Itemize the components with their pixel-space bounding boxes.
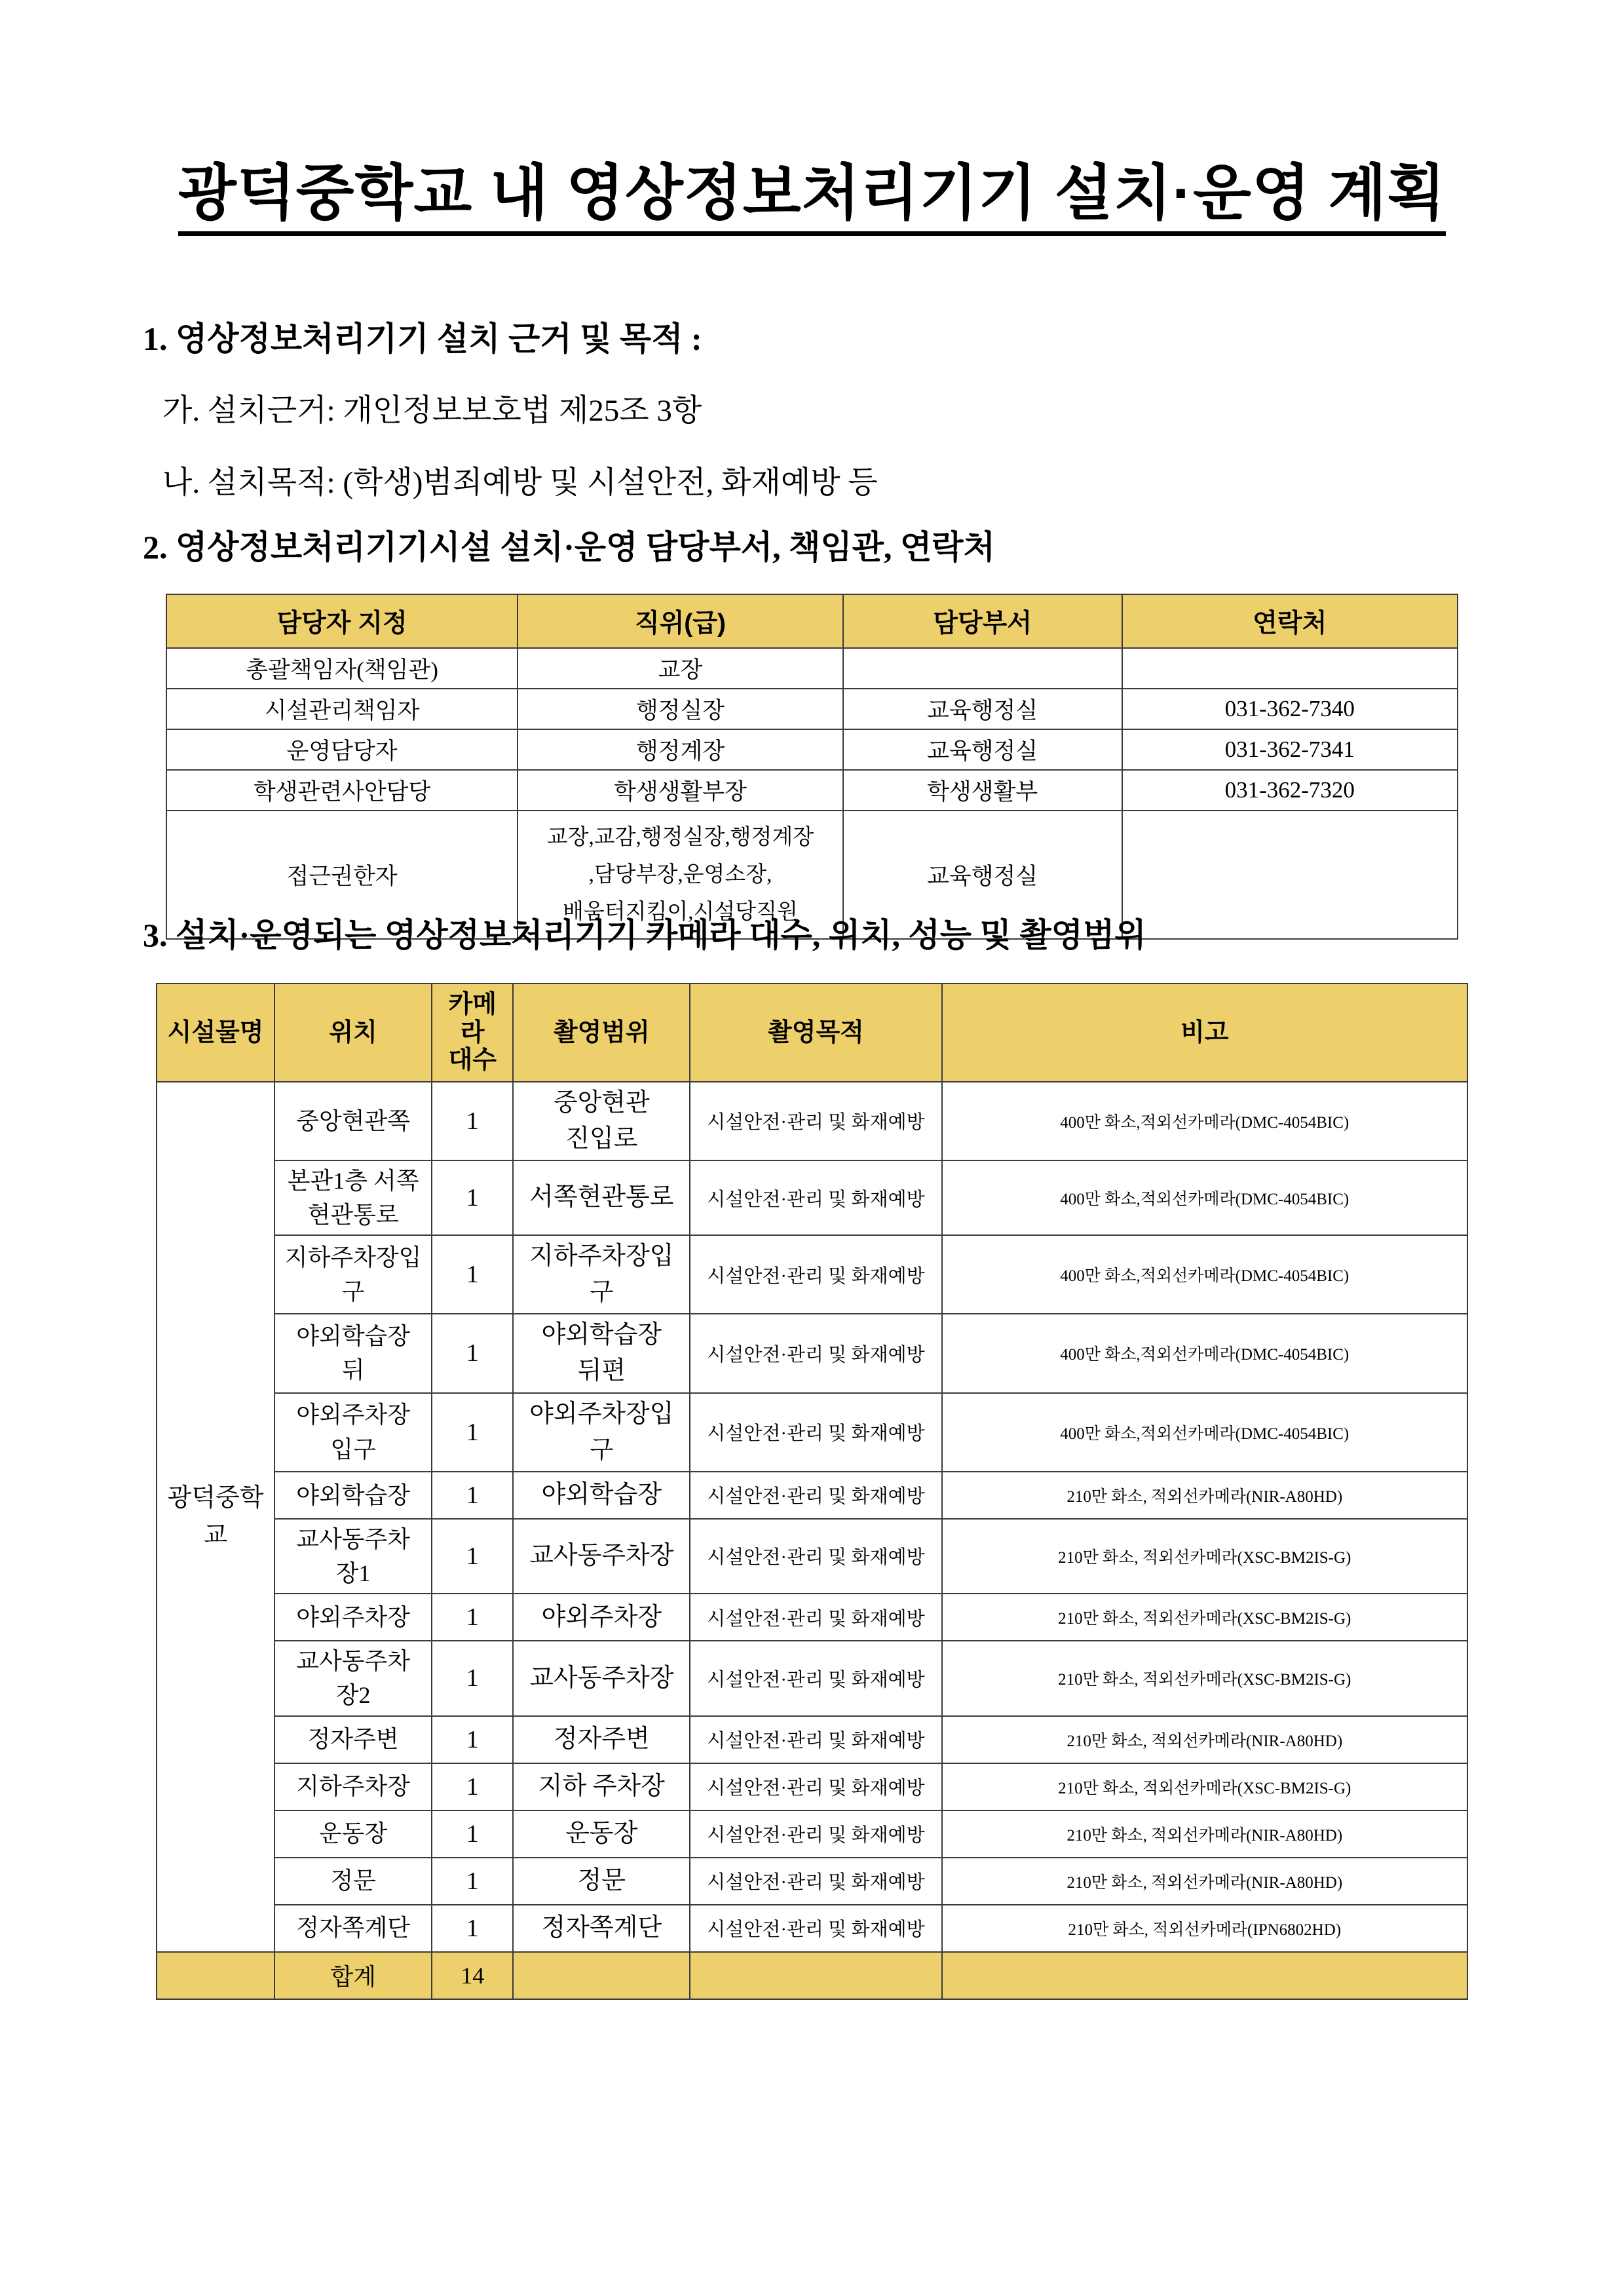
column-header-department: 담당부서: [843, 594, 1122, 648]
cell-location-line-1: 교사동주차: [296, 1648, 411, 1675]
cell-location-line-2: 구: [341, 1278, 365, 1305]
cell-purpose: 시설안전·관리 및 화재예방: [690, 1716, 941, 1763]
cell-camera-count: 1: [432, 1858, 513, 1905]
cell-department: 교육행정실: [843, 811, 1122, 939]
cell-note: 400만 화소,적외선카메라(DMC-4054BIC): [942, 1393, 1467, 1472]
page-title: [0, 161, 1624, 236]
camera-installation-table: [156, 983, 1468, 2000]
cell-total-blank-note: [942, 1952, 1467, 1999]
cell-range: 지하 주차장: [513, 1763, 690, 1810]
cell-location: 야외주차장: [274, 1594, 432, 1641]
cell-location-line-2: 입구: [330, 1436, 376, 1463]
cell-facility-name: 광덕중학교: [157, 1082, 274, 1952]
cell-location-line-1: 야외주차장: [296, 1402, 411, 1428]
cell-purpose: 시설안전·관리 및 화재예방: [690, 1235, 941, 1314]
cell-location: 정자주변: [274, 1716, 432, 1763]
cell-total-blank-range: [513, 1952, 690, 1999]
table-row: [157, 1314, 1467, 1392]
cell-position: 교장: [518, 648, 843, 689]
cell-assignee: 총괄책임자(책임관): [166, 648, 518, 689]
responsible-persons-table: [166, 594, 1458, 940]
cell-range: [513, 1082, 690, 1160]
section-1-item-a: 가. 설치근거: 개인정보보호법 제25조 3항: [162, 394, 702, 428]
cell-location: [274, 1393, 432, 1472]
cell-range: 교사동주차장: [513, 1519, 690, 1594]
cell-assignee: 운영담당자: [166, 729, 518, 770]
cell-range: 운동장: [513, 1810, 690, 1858]
cell-note: 400만 화소,적외선카메라(DMC-4054BIC): [942, 1160, 1467, 1235]
cell-total-count: 14: [432, 1952, 513, 1999]
cell-location: 중앙현관쪽: [274, 1082, 432, 1160]
cell-note: 210만 화소, 적외선카메라(NIR-A80HD): [942, 1472, 1467, 1519]
cell-contact: 031-362-7320: [1122, 770, 1458, 811]
cell-range-line-1: 중앙현관: [553, 1088, 650, 1117]
table-row: [166, 648, 1458, 689]
cell-range-line-2: 뒤편: [577, 1357, 626, 1385]
cell-purpose: 시설안전·관리 및 화재예방: [690, 1594, 941, 1641]
table-row: [166, 689, 1458, 729]
cell-camera-count: 1: [432, 1519, 513, 1594]
cell-camera-count: 1: [432, 1472, 513, 1519]
section-2-heading: 2. 영상정보처리기기시설 설치·운영 담당부서, 책임관, 연락처: [143, 529, 995, 565]
cell-note: 400만 화소,적외선카메라(DMC-4054BIC): [942, 1314, 1467, 1392]
cell-total-label: 합계: [274, 1952, 432, 1999]
cell-location-line-1: 교사동주차: [296, 1525, 411, 1552]
cell-location: [274, 1160, 432, 1235]
cell-camera-count: 1: [432, 1235, 513, 1314]
cell-department: 교육행정실: [843, 689, 1122, 729]
column-header-purpose: 촬영목적: [690, 984, 941, 1082]
cell-position-line-3: 배움터지킴이,시설당직원: [562, 900, 798, 924]
cell-range: 서쪽현관통로: [513, 1160, 690, 1235]
table-row: [157, 1641, 1467, 1715]
cell-assignee: 학생관련사안담당: [166, 770, 518, 811]
table-header-row: [166, 594, 1458, 648]
section-1-heading: 1. 영상정보처리기기 설치 근거 및 목적 :: [143, 320, 702, 357]
table-row: [166, 729, 1458, 770]
section-3-heading: 3. 설치·운영되는 영상정보처리기기 카메라 대수, 위치, 성능 및 촬영범위: [143, 917, 1146, 953]
table-total-row: [157, 1952, 1467, 1999]
cell-range: 지하주차장입구: [513, 1235, 690, 1314]
cell-location: [274, 1641, 432, 1715]
cell-purpose: 시설안전·관리 및 화재예방: [690, 1519, 941, 1594]
cell-purpose: 시설안전·관리 및 화재예방: [690, 1314, 941, 1392]
cell-range: 정자주변: [513, 1716, 690, 1763]
cell-location: [274, 1235, 432, 1314]
cell-note: 210만 화소, 적외선카메라(NIR-A80HD): [942, 1716, 1467, 1763]
cell-total-blank-purpose: [690, 1952, 941, 1999]
column-header-contact: 연락처: [1122, 594, 1458, 648]
cell-location: 정문: [274, 1858, 432, 1905]
cell-department: 학생생활부: [843, 770, 1122, 811]
cell-purpose: 시설안전·관리 및 화재예방: [690, 1810, 941, 1858]
column-header-camera-count-line-1: 카메라: [448, 991, 497, 1046]
cell-range: 정문: [513, 1858, 690, 1905]
table-row: [157, 1858, 1467, 1905]
cell-camera-count: 1: [432, 1905, 513, 1952]
cell-range: 야외주차장: [513, 1594, 690, 1641]
table-row: [157, 1393, 1467, 1472]
table-row: [157, 1472, 1467, 1519]
column-header-position: 직위(급): [518, 594, 843, 648]
column-header-range: 촬영범위: [513, 984, 690, 1082]
table-row: [157, 1716, 1467, 1763]
cell-location-line-2: 현관통로: [307, 1202, 399, 1229]
column-header-assignee: 담당자 지정: [166, 594, 518, 648]
cell-department: 교육행정실: [843, 729, 1122, 770]
cell-location: 야외학습장: [274, 1472, 432, 1519]
cell-camera-count: 1: [432, 1082, 513, 1160]
table-row: [157, 1160, 1467, 1235]
cell-camera-count: 1: [432, 1763, 513, 1810]
cell-camera-count: 1: [432, 1641, 513, 1715]
cell-location-line-1: 야외학습장: [296, 1323, 411, 1350]
cell-total-blank-facility: [157, 1952, 274, 1999]
cell-assignee: 접근권한자: [166, 811, 518, 939]
cell-location: [274, 1519, 432, 1594]
cell-note: 210만 화소, 적외선카메라(XSC-BM2IS-G): [942, 1641, 1467, 1715]
cell-assignee: 시설관리책임자: [166, 689, 518, 729]
cell-purpose: 시설안전·관리 및 화재예방: [690, 1160, 941, 1235]
cell-note: 210만 화소, 적외선카메라(XSC-BM2IS-G): [942, 1519, 1467, 1594]
table-row: [166, 770, 1458, 811]
cell-position: 행정계장: [518, 729, 843, 770]
cell-purpose: 시설안전·관리 및 화재예방: [690, 1858, 941, 1905]
cell-range: 야외주차장입구: [513, 1393, 690, 1472]
table-row: [157, 1235, 1467, 1314]
cell-purpose: 시설안전·관리 및 화재예방: [690, 1472, 941, 1519]
page-title-text: 광덕중학교 내 영상정보처리기기 설치·운영 계획: [178, 161, 1446, 236]
cell-purpose: 시설안전·관리 및 화재예방: [690, 1763, 941, 1810]
cell-note: 210만 화소, 적외선카메라(XSC-BM2IS-G): [942, 1763, 1467, 1810]
cell-camera-count: 1: [432, 1594, 513, 1641]
cell-department: [843, 648, 1122, 689]
table-row: [157, 1594, 1467, 1641]
cell-range-line-1: 야외학습장: [541, 1321, 662, 1349]
table-row: [157, 1810, 1467, 1858]
cell-location-line-2: 장2: [335, 1682, 371, 1709]
cell-position-line-1: 교장,교감,행정실장,행정계장: [546, 826, 814, 849]
cell-range: 야외학습장: [513, 1472, 690, 1519]
table-header-row: [157, 984, 1467, 1082]
column-header-camera-count-line-2: 대수: [448, 1046, 497, 1075]
cell-camera-count: 1: [432, 1393, 513, 1472]
cell-contact: [1122, 811, 1458, 939]
section-1-item-b: 나. 설치목적: (학생)범죄예방 및 시설안전, 화재예방 등: [162, 466, 878, 500]
cell-position: 행정실장: [518, 689, 843, 729]
cell-location: 지하주차장: [274, 1763, 432, 1810]
cell-contact: 031-362-7341: [1122, 729, 1458, 770]
table-row: [157, 1082, 1467, 1160]
cell-camera-count: 1: [432, 1314, 513, 1392]
cell-location: [274, 1314, 432, 1392]
column-header-camera-count: [432, 984, 513, 1082]
cell-contact: 031-362-7340: [1122, 689, 1458, 729]
table-row: [157, 1519, 1467, 1594]
cell-note: 210만 화소, 적외선카메라(NIR-A80HD): [942, 1858, 1467, 1905]
cell-note: 400만 화소,적외선카메라(DMC-4054BIC): [942, 1235, 1467, 1314]
cell-camera-count: 1: [432, 1716, 513, 1763]
cell-contact: [1122, 648, 1458, 689]
table-row: [157, 1905, 1467, 1952]
cell-note: 210만 화소, 적외선카메라(NIR-A80HD): [942, 1810, 1467, 1858]
cell-position: 학생생활부장: [518, 770, 843, 811]
cell-note: 400만 화소,적외선카메라(DMC-4054BIC): [942, 1082, 1467, 1160]
cell-purpose: 시설안전·관리 및 화재예방: [690, 1393, 941, 1472]
table-row: [157, 1763, 1467, 1810]
cell-location-line-2: 뒤: [341, 1357, 365, 1384]
cell-location-line-2: 장1: [335, 1559, 371, 1586]
column-header-facility: 시설물명: [157, 984, 274, 1082]
cell-range: 정자쪽계단: [513, 1905, 690, 1952]
cell-purpose: 시설안전·관리 및 화재예방: [690, 1905, 941, 1952]
cell-note: 210만 화소, 적외선카메라(IPN6802HD): [942, 1905, 1467, 1952]
cell-purpose: 시설안전·관리 및 화재예방: [690, 1641, 941, 1715]
cell-location-line-1: 지하주차장입: [284, 1244, 422, 1271]
cell-position-line-2: ,담당부장,운영소장,: [588, 862, 772, 887]
cell-location: 운동장: [274, 1810, 432, 1858]
cell-range-line-2: 진입로: [565, 1124, 638, 1153]
column-header-location: 위치: [274, 984, 432, 1082]
cell-camera-count: 1: [432, 1810, 513, 1858]
cell-range: 교사동주차장: [513, 1641, 690, 1715]
cell-range: [513, 1314, 690, 1392]
column-header-note: 비고: [942, 984, 1467, 1082]
cell-location-line-1: 본관1층 서쪽: [287, 1167, 419, 1194]
cell-purpose: 시설안전·관리 및 화재예방: [690, 1082, 941, 1160]
cell-note: 210만 화소, 적외선카메라(XSC-BM2IS-G): [942, 1594, 1467, 1641]
cell-camera-count: 1: [432, 1160, 513, 1235]
cell-location: 정자쪽계단: [274, 1905, 432, 1952]
